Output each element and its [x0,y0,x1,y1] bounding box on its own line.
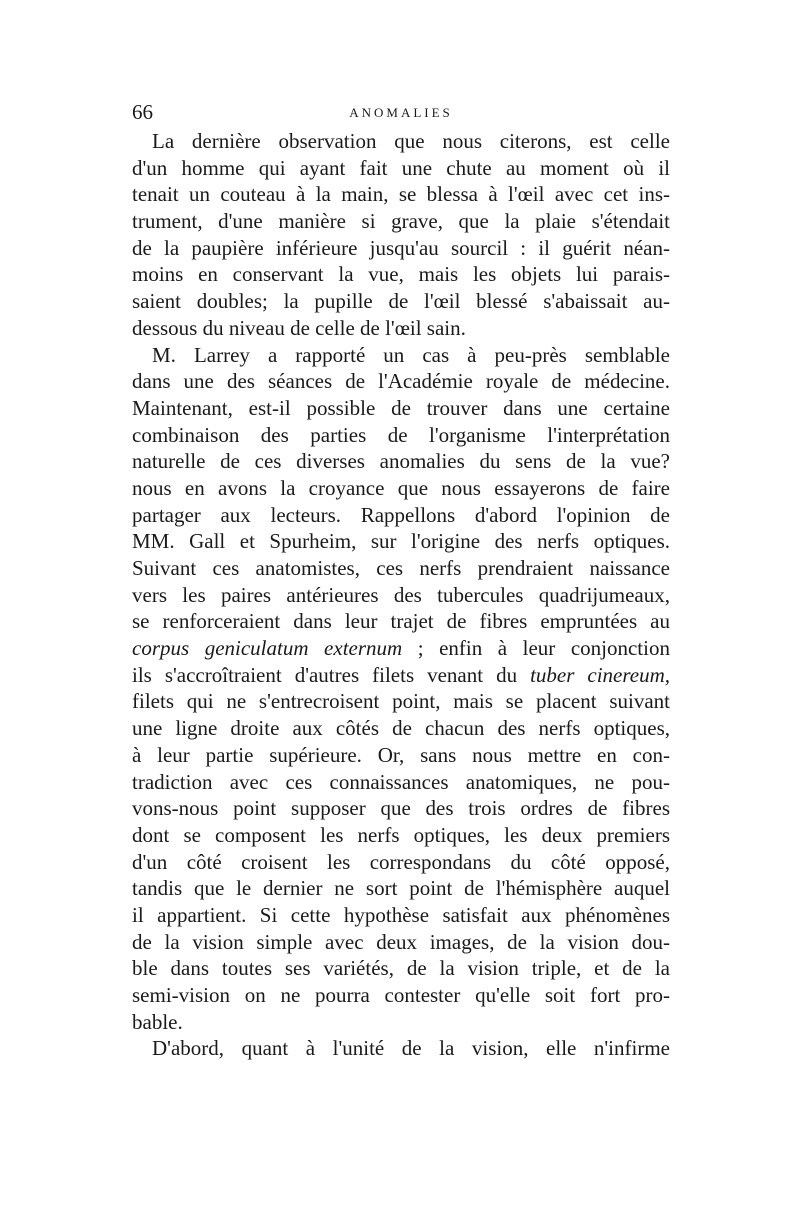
text-line: dessous du niveau de celle de l'œil sain. [132,315,466,340]
text-line: une ligne droite aux côtés de chacun des nerfs optiques, [132,716,670,741]
text-line: M. Larrey a rapporté un cas à peu-près semblable [152,342,670,367]
body-text [132,128,670,1062]
text-line: de la paupière inférieure jusqu'au sourcil : il guérit néan- [132,235,670,260]
text-line [132,635,670,662]
text-span: ; enfin à leur conjonction [402,636,670,661]
text-line: combinaison des parties de l'organisme l'interprétation [132,422,670,447]
text-line: dans une des séances de l'Académie royale de médecine. [132,369,670,394]
text-line: bable. [132,1009,183,1034]
page-header [132,100,670,124]
text-line: tradiction avec ces connaissances anatomiques, ne pou- [132,769,670,794]
text-line: filets qui ne s'entrecroisent point, mais se placent suivant [132,689,670,714]
text-line: La dernière observation que nous citerons, est celle [152,129,670,153]
page-number: 66 [132,100,153,124]
text-line: il appartient. Si cette hypothèse satisfait aux phénomènes [132,902,670,927]
text-line: se renforceraient dans leur trajet de fibres empruntées au [132,609,670,634]
text-line: dont se composent les nerfs optiques, les deux premiers [132,822,670,847]
text-line: saient doubles; la pupille de l'œil blessé s'abaissait au- [132,289,670,314]
running-title: ANOMALIES [349,105,453,120]
text-line: à leur partie supérieure. Or, sans nous mettre en con- [132,742,670,767]
text-line: trument, d'une manière si grave, que la plaie s'étendait [132,209,670,234]
text-line: nous en avons la croyance que nous essayerons de faire [132,475,670,500]
text-line: d'un homme qui ayant fait une chute au moment où il [132,155,670,180]
italic-latin-term: tuber cinereum, [530,662,671,687]
text-line: d'un côté croisent les correspondans du côté opposé, [132,849,670,874]
text-line: ble dans toutes ses variétés, de la vision triple, et de la [132,956,670,981]
text-line: Suivant ces anatomistes, ces nerfs prendraient naissance [132,556,670,580]
text-span: ils s'accroîtraient d'autres filets venant du [132,662,531,687]
text-line: vers les paires antérieures des tubercules quadrijumeaux, [132,582,670,607]
text-line: D'abord, quant à l'unité de la vision, elle n'infirme [152,1036,670,1061]
text-line: de la vision simple avec deux images, de la vision dou- [132,929,670,954]
text-line: MM. Gall et Spurheim, sur l'origine des nerfs optiques. [132,529,670,554]
text-line: Maintenant, est-il possible de trouver dans une certaine [132,395,670,420]
text-line: semi-vision on ne pourra contester qu'elle soit fort pro- [132,983,670,1007]
text-line: moins en conservant la vue, mais les objets lui parais- [132,262,670,287]
text-line: vons-nous point supposer que des trois ordres de fibres [132,796,670,821]
text-line: partager aux lecteurs. Rappellons d'abord l'opinion de [132,502,670,527]
text-line [132,662,670,689]
text-line: naturelle de ces diverses anomalies du sens de la vue? [132,449,670,474]
text-line: tenait un couteau à la main, se blessa à l'œil avec cet ins- [132,182,670,207]
italic-latin-term: corpus geniculatum externum [132,636,403,661]
text-line: tandis que le dernier ne sort point de l'hémisphère auquel [132,876,670,901]
